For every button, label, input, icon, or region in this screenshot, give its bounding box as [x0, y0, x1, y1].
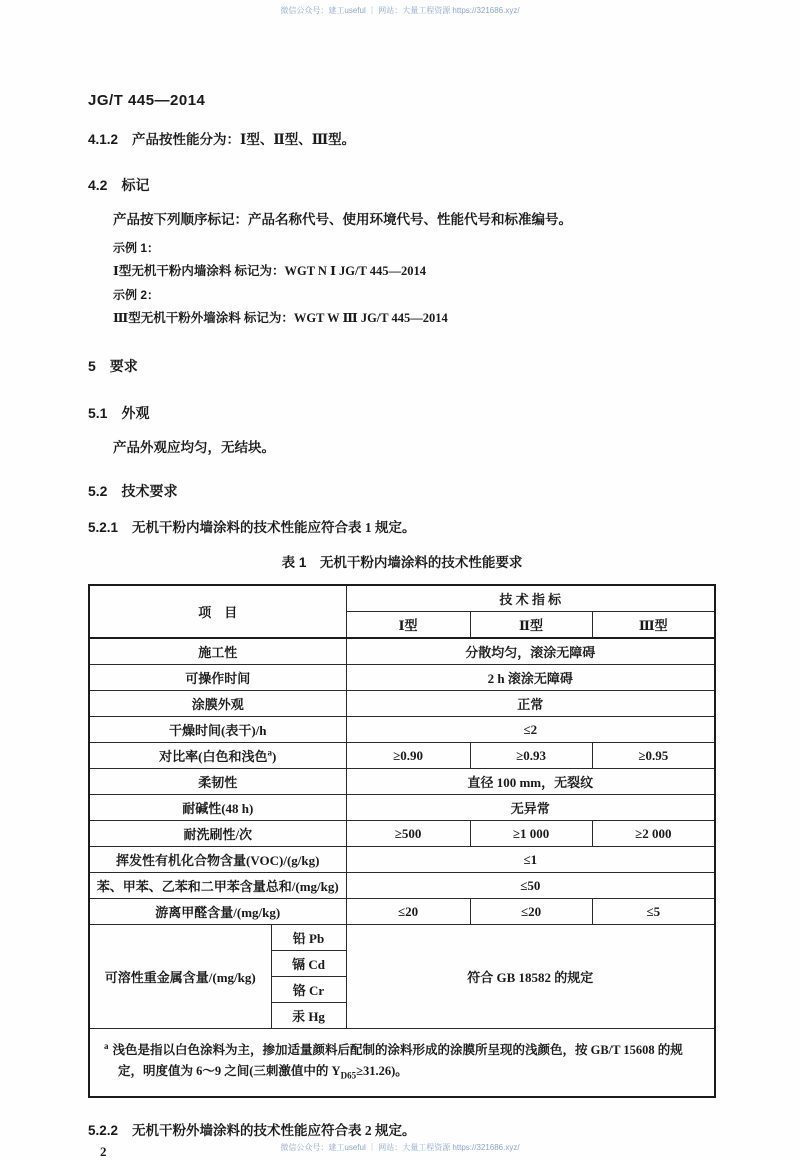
- clause-number: 5.2.1: [88, 520, 119, 535]
- header-indicator: 技 术 指 标: [346, 585, 715, 612]
- table-header-row: [89, 585, 715, 612]
- table-footnote-cell: [89, 1029, 715, 1097]
- row-label: 涂膜外观: [89, 691, 346, 717]
- footnote-text: [104, 1036, 702, 1087]
- table-row: [89, 717, 715, 743]
- clause-text: 无机干粉内墙涂料的技术性能应符合表 1 规定。: [132, 520, 416, 535]
- table-row: [89, 769, 715, 795]
- row-label: 可溶性重金属含量/(mg/kg): [89, 925, 271, 1029]
- sub-row-label: 镉 Cd: [271, 951, 346, 977]
- example-1-label: 示例 1：: [113, 241, 160, 255]
- row-value: 2 h 滚涂无障碍: [346, 665, 715, 691]
- row-label: 苯、甲苯、乙苯和二甲苯含量总和/(mg/kg): [89, 873, 346, 899]
- table-row-heavy-metals: [89, 925, 715, 951]
- clause-number: 5.2.2: [88, 1122, 119, 1138]
- row-value: ≤20: [470, 899, 592, 925]
- row-value: ≤20: [346, 899, 470, 925]
- row-label: [89, 743, 346, 769]
- paragraph-appearance: 产品外观应均匀，无结块。: [113, 440, 275, 455]
- table-1: [88, 584, 716, 1098]
- table-row: [89, 821, 715, 847]
- example-1-text: Ⅰ型无机干粉内墙涂料 标记为：WGT N Ⅰ JG/T 445—2014: [113, 264, 426, 278]
- footnote-body: 浅色是指以白色涂料为主，掺加适量颜料后配制的涂料形成的涂膜所呈现的浅颜色，按 GB/T 15608 的规定，明度值为 6～9 之间(三刺激值中的 Y: [112, 1043, 683, 1079]
- row-value: ≤2: [346, 717, 715, 743]
- example-2-label: 示例 2：: [113, 288, 160, 302]
- heading-5-2: 5.2 技术要求: [88, 483, 178, 499]
- row-value: 符合 GB 18582 的规定: [346, 925, 715, 1029]
- header-item: 项 目: [89, 585, 346, 638]
- row-value: ≤1: [346, 847, 715, 873]
- clause-text: 无机干粉外墙涂料的技术性能应符合表 2 规定。: [132, 1122, 416, 1138]
- clause-text: 产品按性能分为：Ⅰ型、Ⅱ型、Ⅲ型。: [132, 132, 356, 147]
- paragraph-marking-rule: 产品按下列顺序标记：产品名称代号、使用环境代号、性能代号和标准编号。: [113, 212, 572, 227]
- footnote-subscript: D65: [340, 1070, 357, 1081]
- row-value: ≥0.93: [470, 743, 592, 769]
- row-value: 正常: [346, 691, 715, 717]
- row-label: 耐洗刷性/次: [89, 821, 346, 847]
- table-row: [89, 638, 715, 665]
- clause-5-2-1: [88, 518, 716, 537]
- row-label-text: 对比率(白色和浅色: [159, 749, 268, 764]
- row-label-text: ): [272, 749, 277, 764]
- watermark-bottom: 微信公众号：建工useful ｜ 网站：大量工程资源 https://321686.xyz/: [280, 1143, 520, 1152]
- clause-4-1-2: [88, 130, 716, 149]
- sub-row-label: 汞 Hg: [271, 1003, 346, 1029]
- row-label: 干燥时间(表干)/h: [89, 717, 346, 743]
- row-value: ≥0.95: [592, 743, 715, 769]
- row-label: 挥发性有机化合物含量(VOC)/(g/kg): [89, 847, 346, 873]
- row-value: ≤50: [346, 873, 715, 899]
- header-type-3: Ⅲ型: [592, 612, 715, 639]
- table-row: [89, 847, 715, 873]
- row-label: 可操作时间: [89, 665, 346, 691]
- footnote-marker: a: [267, 747, 272, 758]
- row-label: 柔韧性: [89, 769, 346, 795]
- footnote-marker: a: [104, 1041, 109, 1051]
- header-type-2: Ⅱ型: [470, 612, 592, 639]
- heading-4-2: 4.2 标记: [88, 177, 150, 193]
- clause-5-2-2: [88, 1121, 716, 1140]
- header-type-1: Ⅰ型: [346, 612, 470, 639]
- row-value: 直径 100 mm，无裂纹: [346, 769, 715, 795]
- sub-row-label: 铅 Pb: [271, 925, 346, 951]
- watermark-top: 微信公众号：建工useful ｜ 网站：大量工程资源 https://321686.xyz/: [280, 6, 520, 15]
- heading-5: 5 要求: [88, 358, 138, 374]
- row-value: 无异常: [346, 795, 715, 821]
- table-footnote-row: [89, 1029, 715, 1097]
- table-row: [89, 795, 715, 821]
- row-value: ≤5: [592, 899, 715, 925]
- clause-number: 4.1.2: [88, 132, 119, 147]
- row-label: 游离甲醛含量/(mg/kg): [89, 899, 346, 925]
- page-content: [88, 92, 716, 1160]
- heading-5-1: 5.1 外观: [88, 405, 150, 421]
- table-row: [89, 691, 715, 717]
- table-row: [89, 743, 715, 769]
- sub-row-label: 铬 Cr: [271, 977, 346, 1003]
- footnote-body: ≥31.26)。: [356, 1064, 408, 1079]
- row-value: 分散均匀，滚涂无障碍: [346, 638, 715, 665]
- row-value: ≥1 000: [470, 821, 592, 847]
- row-value: ≥500: [346, 821, 470, 847]
- table-1-caption: 表 1 无机干粉内墙涂料的技术性能要求: [281, 555, 523, 570]
- table-row: [89, 899, 715, 925]
- table-row: [89, 665, 715, 691]
- row-value: ≥0.90: [346, 743, 470, 769]
- row-value: ≥2 000: [592, 821, 715, 847]
- page-number: 2: [100, 1143, 107, 1159]
- row-label: 施工性: [89, 638, 346, 665]
- standard-number: JG/T 445—2014: [88, 92, 206, 109]
- table-row: [89, 873, 715, 899]
- example-2-text: Ⅲ型无机干粉外墙涂料 标记为：WGT W Ⅲ JG/T 445—2014: [113, 311, 448, 325]
- row-label: 耐碱性(48 h): [89, 795, 346, 821]
